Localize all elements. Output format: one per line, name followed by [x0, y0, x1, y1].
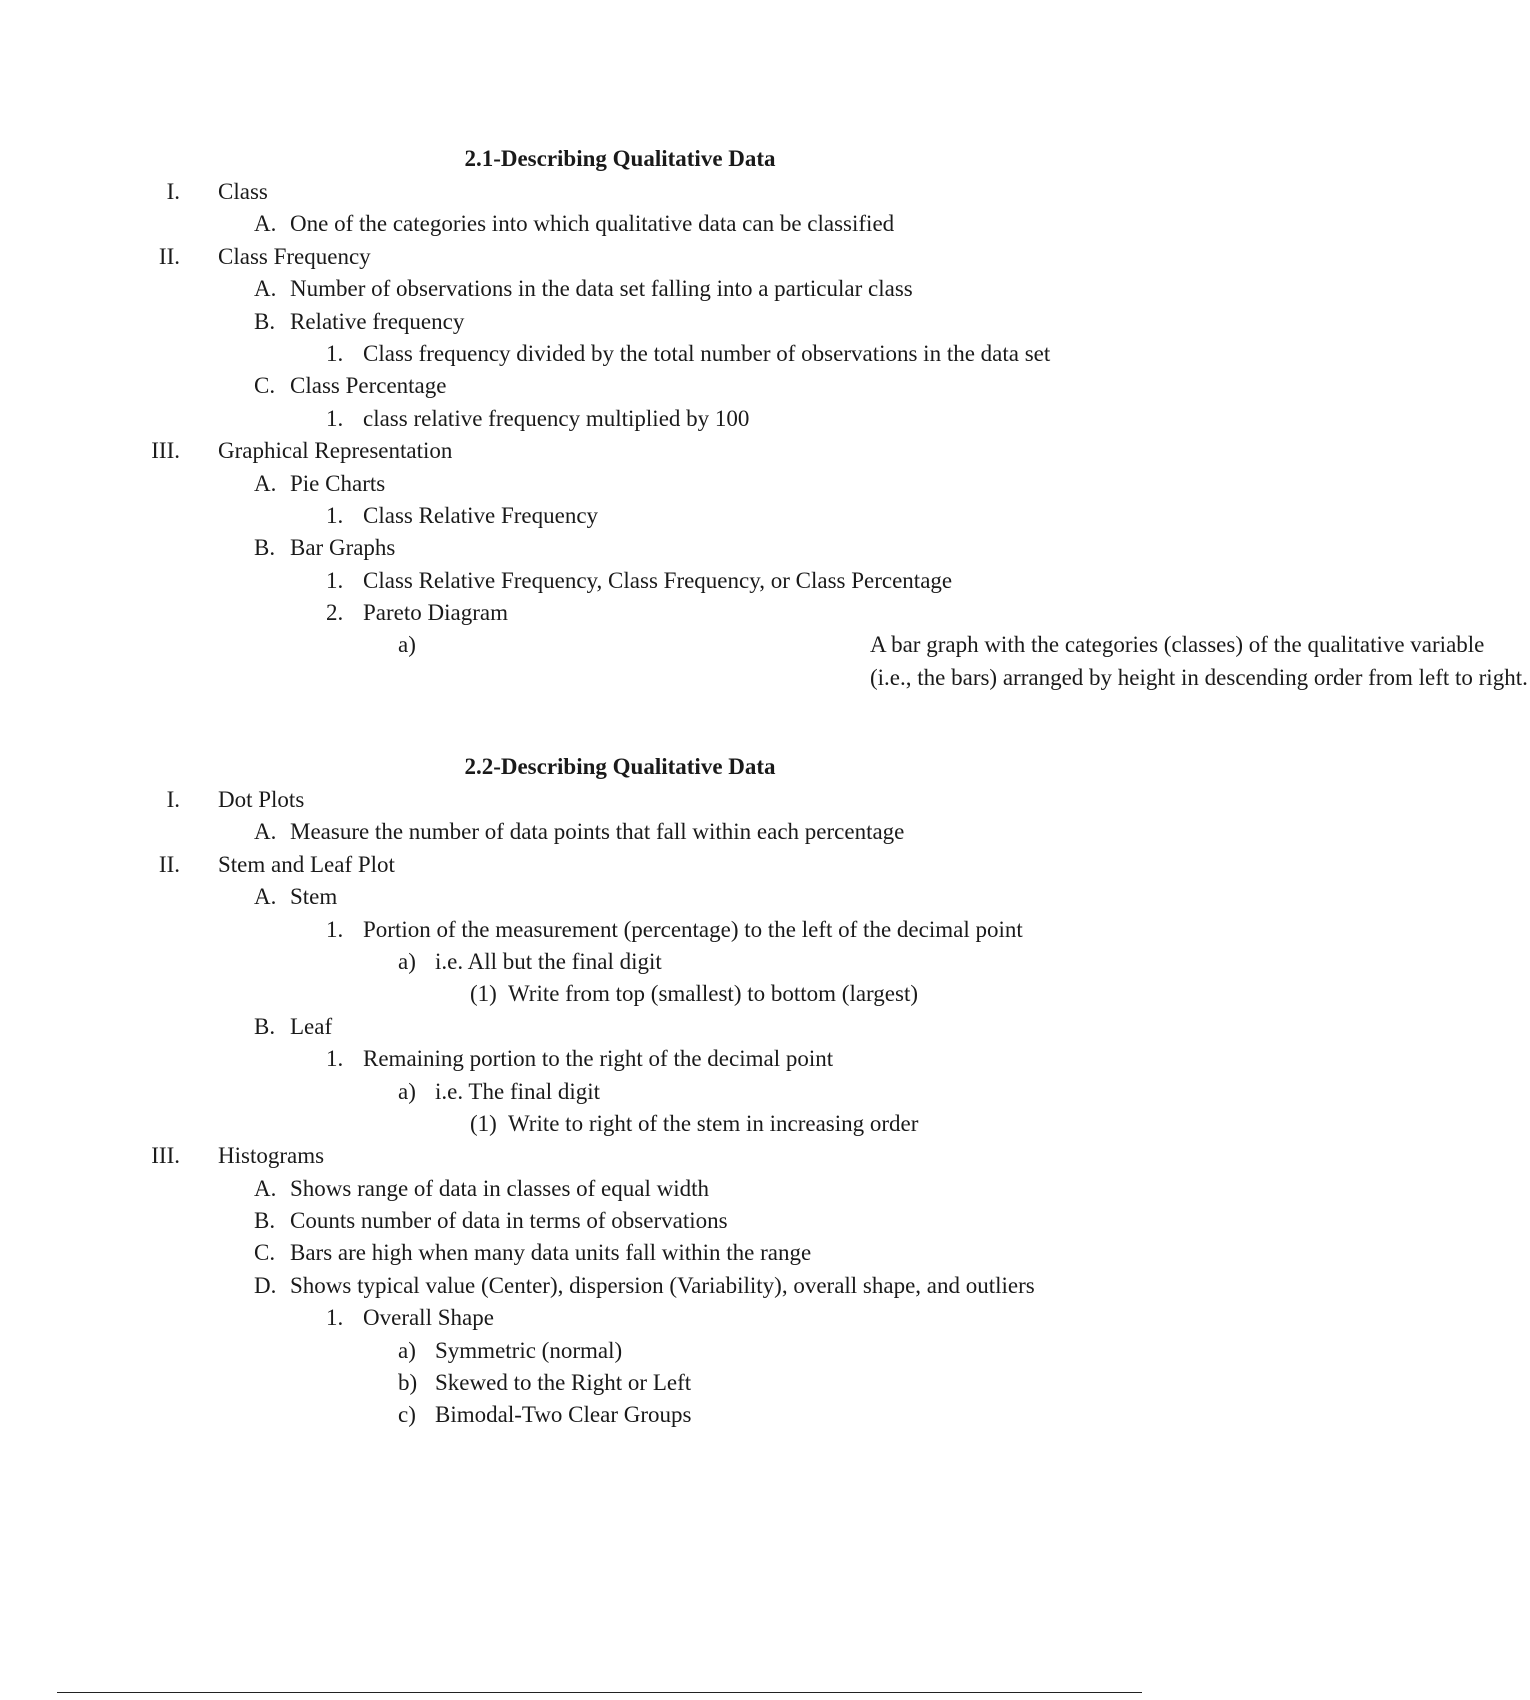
outline-text: Pie Charts — [290, 470, 386, 496]
outline-item — [0, 306, 1200, 338]
outline-item — [0, 1399, 1200, 1431]
outline-item — [0, 241, 1200, 273]
outline-text: Measure the number of data points that fall within each percentage — [290, 819, 905, 845]
outline-marker: D. — [254, 1272, 277, 1298]
outline-item — [0, 816, 1200, 848]
outline-text: Bars are high when many data units fall within the range — [290, 1240, 812, 1266]
outline-marker: C. — [254, 1240, 276, 1266]
outline-item — [0, 370, 1200, 402]
outline-marker: I. — [166, 787, 180, 812]
outline-item — [0, 468, 1200, 500]
outline-marker: 2. — [326, 600, 344, 626]
outline-marker: (1) — [470, 981, 497, 1007]
outline-item — [0, 1140, 1200, 1172]
outline-text: Write from top (smallest) to bottom (largest) — [508, 981, 919, 1007]
outline-item — [0, 532, 1200, 564]
outline-item — [0, 338, 1200, 370]
outline-text: Counts number of data in terms of observations — [290, 1208, 728, 1234]
outline-text: Skewed to the Right or Left — [435, 1370, 692, 1396]
outline-text: Class frequency divided by the total number of observations in the data set — [363, 340, 1051, 366]
outline-marker: a) — [398, 632, 416, 658]
outline-text: Bimodal-Two Clear Groups — [435, 1402, 692, 1428]
outline-marker: B. — [254, 1013, 276, 1039]
outline-item — [0, 1367, 1200, 1399]
section-2-title: 2.2-Describing Qualitative Data — [464, 754, 776, 779]
outline-item — [0, 1270, 1200, 1302]
outline-item — [0, 1011, 1200, 1043]
outline-item — [0, 881, 1200, 913]
outline-text: Shows range of data in classes of equal width — [290, 1175, 710, 1201]
outline-item — [0, 1335, 1200, 1367]
outline-marker: 1. — [326, 567, 344, 593]
outline-marker: 1. — [326, 916, 344, 942]
outline-marker: B. — [254, 1208, 276, 1234]
outline-text: Histograms — [218, 1143, 325, 1169]
outline-marker: b) — [398, 1370, 418, 1396]
outline-marker: a) — [398, 1078, 416, 1104]
outline-item — [0, 784, 1200, 816]
outline-item — [0, 403, 1200, 435]
outline-text: Stem and Leaf Plot — [218, 851, 395, 877]
outline-marker: a) — [398, 948, 416, 974]
outline-text: Bar Graphs — [290, 535, 396, 561]
outline-marker: III. — [151, 1143, 180, 1169]
outline-item — [0, 1302, 1200, 1334]
outline-text: Shows typical value (Center), dispersion (Variability), overall shape, and outliers — [290, 1272, 1035, 1298]
outline-text: Relative frequency — [290, 308, 465, 334]
outline-marker: a) — [398, 1337, 416, 1363]
outline-marker: 1. — [326, 340, 344, 366]
outline-item — [0, 1205, 1200, 1237]
outline-item — [0, 1237, 1200, 1269]
outline-marker: c) — [398, 1402, 416, 1428]
outline-item — [0, 1108, 1200, 1140]
outline-item — [0, 1043, 1200, 1075]
outline-text: One of the categories into which qualitative data can be classified — [290, 211, 895, 237]
outline-text: Class Relative Frequency, Class Frequency, or Class Percentage — [363, 567, 953, 593]
outline-marker: B. — [254, 308, 276, 334]
outline-marker: A. — [254, 276, 277, 302]
outline-marker: 1. — [326, 1046, 344, 1072]
outline-item — [0, 597, 1200, 629]
outline-marker: B. — [254, 535, 276, 561]
outline-marker: II. — [158, 243, 180, 269]
outline-item — [0, 500, 1200, 532]
outline-item — [0, 176, 1200, 208]
outline-marker: C. — [254, 373, 276, 399]
outline-item — [0, 978, 1200, 1010]
outline-marker: 1. — [326, 1305, 344, 1331]
outline-item — [0, 849, 1200, 881]
outline-text: Pareto Diagram — [363, 600, 508, 626]
outline-marker: 1. — [326, 502, 344, 528]
outline-marker: A. — [254, 211, 277, 237]
outline-text: A bar graph with the categories (classes) of the qualitative variable (i.e., the bars) arranged by height in descending order from left to right. — [870, 632, 1528, 690]
outline-text: Class Relative Frequency — [363, 502, 599, 528]
outline-item — [0, 435, 1200, 467]
outline-item — [0, 208, 1200, 240]
outline-item — [0, 273, 1200, 305]
outline-text: Write to right of the stem in increasing order — [508, 1110, 919, 1136]
outline-marker: I. — [166, 179, 180, 204]
outline-marker: A. — [254, 884, 277, 910]
section-1-title: 2.1-Describing Qualitative Data — [464, 146, 776, 171]
outline-item — [0, 1173, 1200, 1205]
outline-text: class relative frequency multiplied by 100 — [363, 405, 750, 431]
outline-marker: II. — [158, 851, 180, 877]
outline-text: i.e. All but the final digit — [435, 948, 662, 974]
outline-text: Symmetric (normal) — [435, 1337, 623, 1363]
outline-marker: A. — [254, 470, 277, 496]
outline-text: Graphical Representation — [218, 438, 453, 464]
outline-text: i.e. The final digit — [435, 1078, 601, 1104]
outline-text: Portion of the measurement (percentage) to the left of the decimal point — [363, 916, 1023, 942]
outline-marker: 1. — [326, 405, 344, 431]
outline-marker: A. — [254, 1175, 277, 1201]
outline-text: Remaining portion to the right of the decimal point — [363, 1046, 834, 1072]
outline-marker: A. — [254, 819, 277, 845]
outline-marker: (1) — [470, 1110, 497, 1136]
outline-text: Overall Shape — [363, 1305, 494, 1331]
outline-text: Stem — [290, 884, 338, 910]
outline-text: Dot Plots — [218, 787, 305, 812]
outline-item — [0, 914, 1200, 946]
outline-item — [0, 946, 1200, 978]
outline-text: Class Percentage — [290, 373, 447, 399]
outline-text: Number of observations in the data set falling into a particular class — [290, 276, 913, 302]
outline-marker: III. — [151, 438, 180, 464]
outline-text: Leaf — [290, 1013, 333, 1039]
section-1-outline — [0, 176, 1528, 694]
outline-text: Class Frequency — [218, 243, 371, 269]
section-2-outline — [0, 784, 1200, 1432]
outline-item — [0, 629, 1528, 694]
page-bottom-rule — [57, 1692, 1142, 1693]
outline-text: Class — [218, 179, 268, 204]
outline-item — [0, 1076, 1200, 1108]
outline-item — [0, 565, 1200, 597]
